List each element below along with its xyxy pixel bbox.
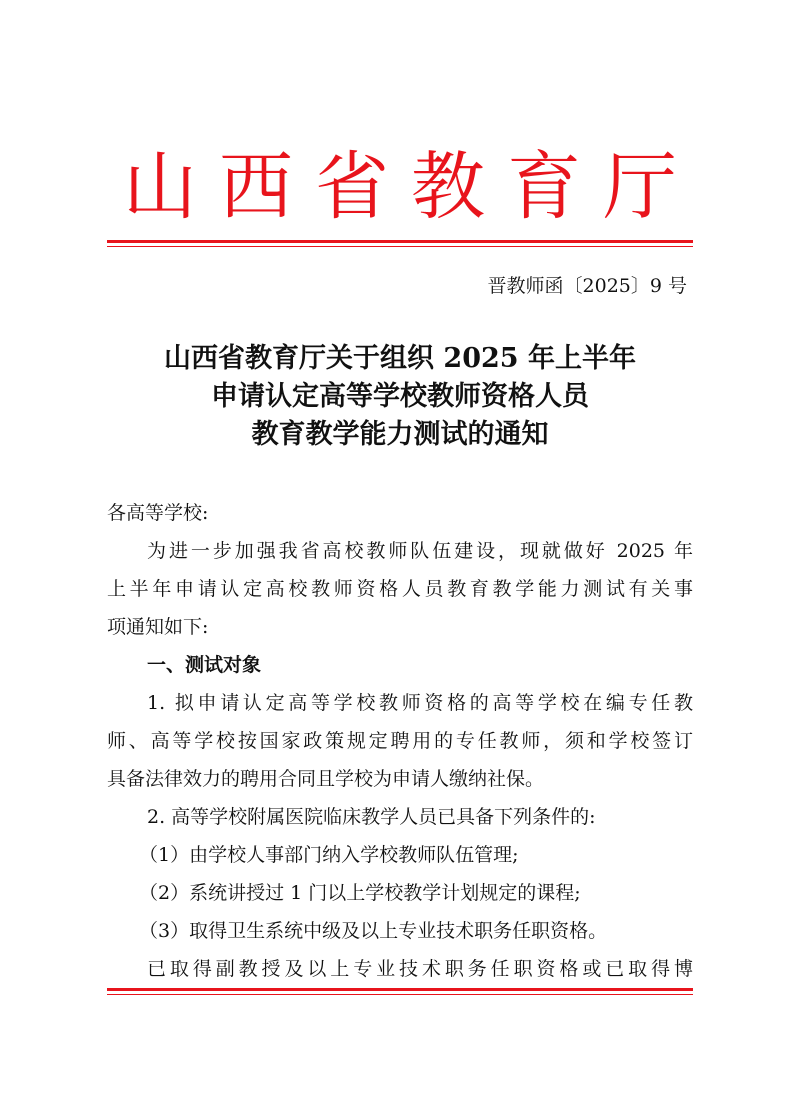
- document-number: 晋教师函〔2025〕9 号: [487, 275, 687, 297]
- intro-line: 项通知如下:: [107, 616, 209, 638]
- header-red-rule: [107, 240, 693, 247]
- condition-line: （2）系统讲授过 1 门以上学校教学计划规定的课程;: [139, 882, 581, 904]
- intro-line: 为进一步加强我省高校教师队伍建设，现就做好 2025 年: [147, 540, 693, 562]
- condition-line: （3）取得卫生系统中级及以上专业技术职务任职资格。: [139, 920, 608, 942]
- section-heading: 一、测试对象: [147, 654, 262, 676]
- header-rule-thin: [107, 246, 693, 247]
- item1-line: 师、高等学校按国家政策规定聘用的专任教师，须和学校签订: [107, 730, 693, 752]
- title-line: 申请认定高等学校教师资格人员: [211, 381, 589, 412]
- item1-line: 1. 拟申请认定高等学校教师资格的高等学校在编专任教: [147, 692, 693, 714]
- masthead-char: 山: [123, 144, 197, 230]
- masthead-char: 西: [219, 144, 293, 230]
- footer-rule-thick: [107, 988, 693, 991]
- footer-red-rule: [107, 988, 693, 995]
- notice-body: [107, 494, 693, 988]
- item1-line: 具备法律效力的聘用合同且学校为申请人缴纳社保。: [107, 768, 545, 790]
- footer-rule-thin: [107, 994, 693, 995]
- masthead-char: 教: [411, 144, 485, 230]
- notice-title: [100, 340, 700, 454]
- title-line: 山西省教育厅关于组织 2025 年上半年: [164, 343, 636, 374]
- salutation: 各高等学校:: [107, 502, 209, 524]
- masthead-char: 厅: [603, 144, 677, 230]
- condition-line: （1）由学校人事部门纳入学校教师队伍管理;: [139, 844, 519, 866]
- item2-line: 2. 高等学校附属医院临床教学人员已具备下列条件的:: [147, 806, 596, 828]
- header-rule-thick: [107, 240, 693, 243]
- masthead-char: 省: [315, 144, 389, 230]
- title-line: 教育教学能力测试的通知: [251, 419, 549, 450]
- masthead-title: [100, 140, 700, 235]
- intro-line: 上半年申请认定高校教师资格人员教育教学能力测试有关事: [107, 578, 693, 600]
- continuation-line: 已取得副教授及以上专业技术职务任职资格或已取得博: [147, 958, 693, 980]
- masthead-char: 育: [507, 144, 581, 230]
